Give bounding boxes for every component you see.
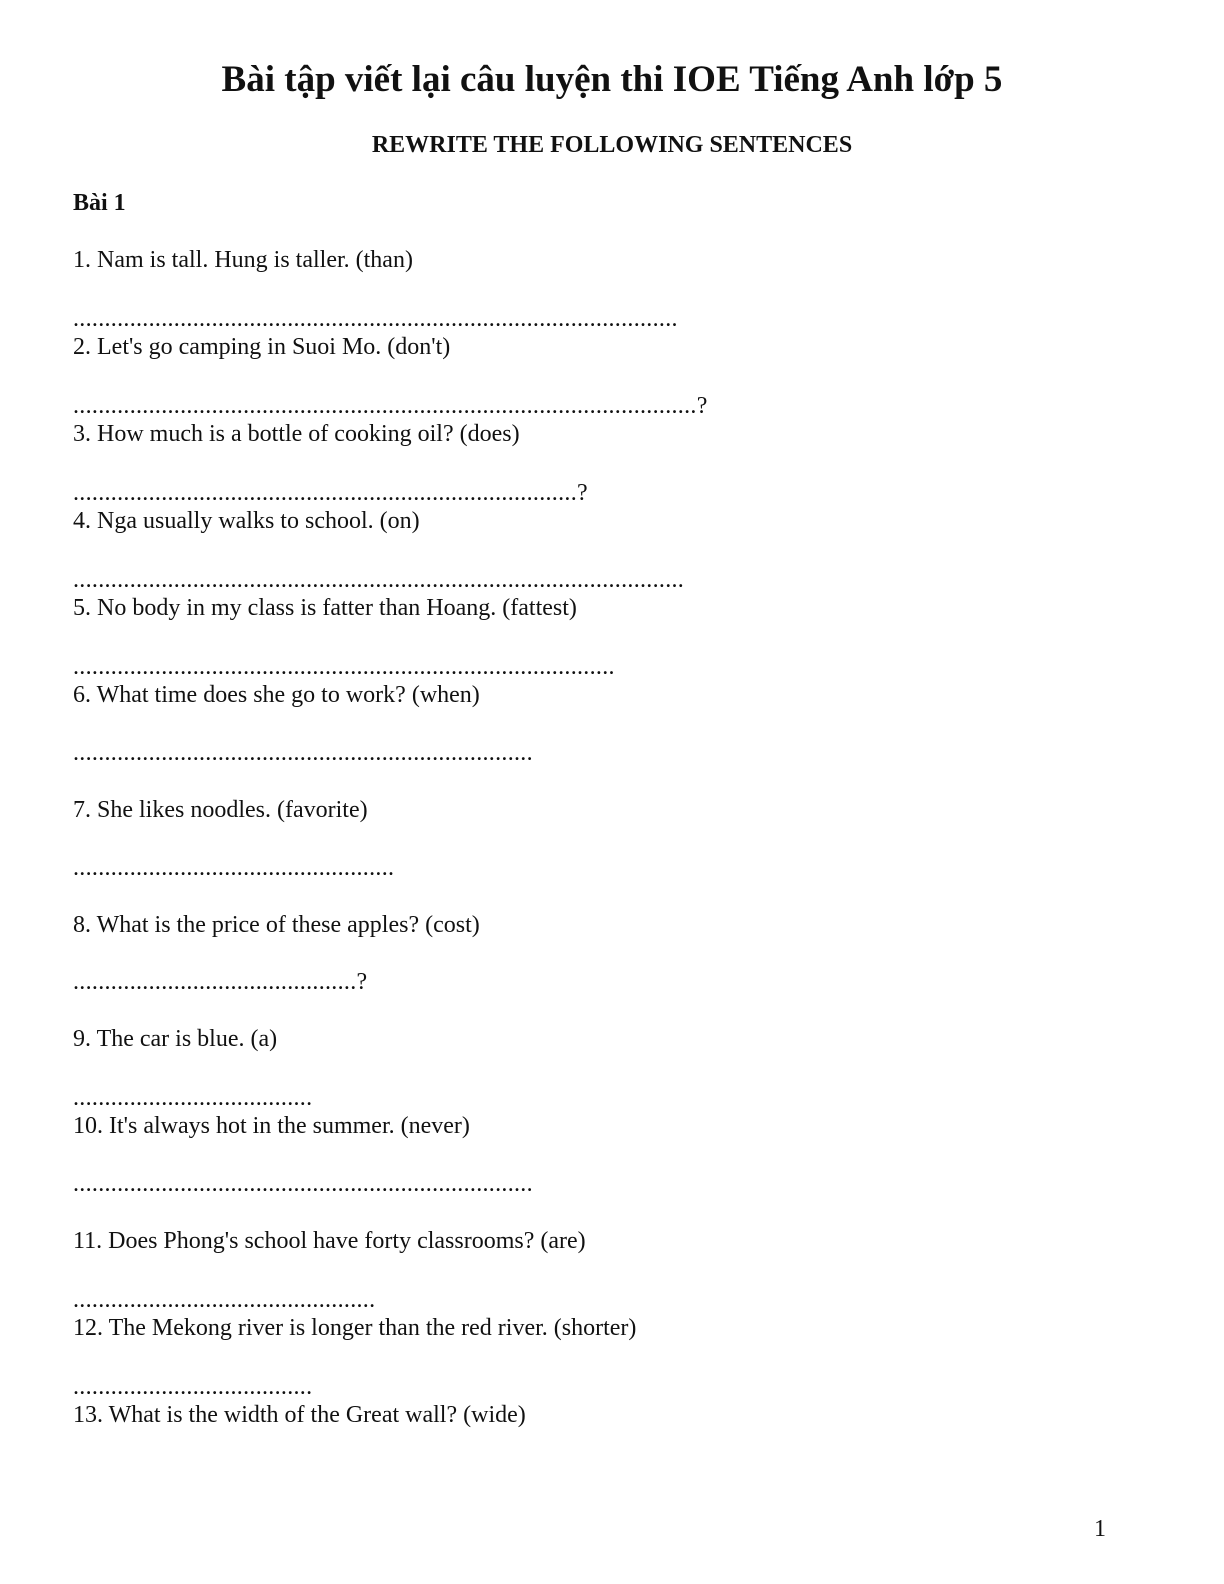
answer-line-8: .............................................? [73, 969, 368, 995]
question-13: 13. What is the width of the Great wall? (wide) [73, 1402, 526, 1428]
question-4: 4. Nga usually walks to school. (on) [73, 508, 420, 534]
answer-line-3: ................................................................................? [73, 480, 588, 506]
answer-line-6: ......................................................................... [73, 740, 533, 766]
question-8: 8. What is the price of these apples? (cost) [73, 912, 480, 938]
answer-line-9: ...................................... [73, 1085, 313, 1111]
question-6: 6. What time does she go to work? (when) [73, 682, 480, 708]
page-subtitle: REWRITE THE FOLLOWING SENTENCES [371, 132, 853, 158]
question-7: 7. She likes noodles. (favorite) [73, 797, 368, 823]
answer-line-2: ...................................................................................................? [73, 393, 708, 419]
question-1: 1. Nam is tall. Hung is taller. (than) [73, 247, 413, 273]
question-5: 5. No body in my class is fatter than Hoang. (fattest) [73, 595, 577, 621]
question-9: 9. The car is blue. (a) [73, 1026, 278, 1052]
question-3: 3. How much is a bottle of cooking oil? (does) [73, 421, 520, 447]
answer-line-1: ................................................................................................ [73, 306, 678, 332]
section-heading: Bài 1 [73, 190, 126, 216]
question-10: 10. It's always hot in the summer. (never) [73, 1113, 470, 1139]
page-title: Bài tập viết lại câu luyện thi IOE Tiếng Anh lớp 5 [221, 59, 1003, 100]
page-number: 1 [1094, 1516, 1106, 1542]
answer-line-4: ................................................................................................. [73, 567, 685, 593]
question-11: 11. Does Phong's school have forty classrooms? (are) [73, 1228, 586, 1254]
answer-line-10: ......................................................................... [73, 1171, 533, 1197]
question-12: 12. The Mekong river is longer than the red river. (shorter) [73, 1315, 637, 1341]
question-2: 2. Let's go camping in Suoi Mo. (don't) [73, 334, 451, 360]
answer-line-5: ...................................................................................... [73, 654, 615, 680]
answer-line-7: ................................................... [73, 855, 395, 881]
answer-line-12: ...................................... [73, 1374, 313, 1400]
answer-line-11: ................................................ [73, 1287, 376, 1313]
